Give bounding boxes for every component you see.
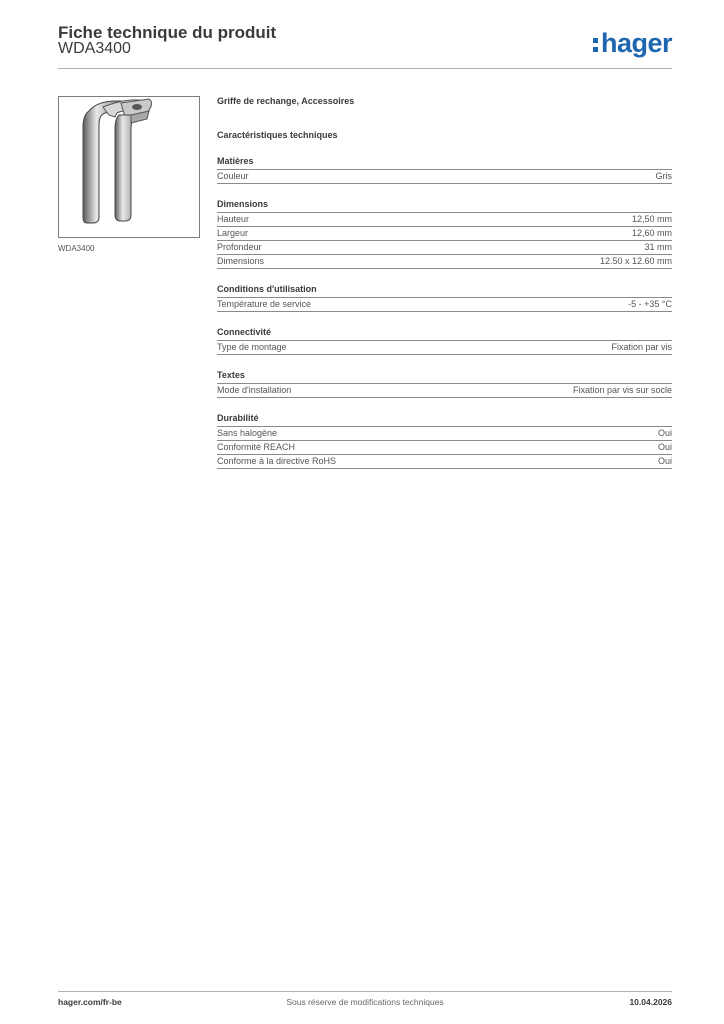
section-title: Conditions d'utilisation xyxy=(217,284,317,294)
spec-row xyxy=(217,227,672,241)
image-caption: WDA3400 xyxy=(58,244,95,253)
logo-dots-icon xyxy=(593,38,599,52)
spec-section xyxy=(217,370,672,398)
spec-row xyxy=(217,241,672,255)
spec-row xyxy=(217,255,672,269)
spec-label: Hauteur xyxy=(217,214,250,224)
spec-section xyxy=(217,284,672,312)
spec-label: Mode d'installation xyxy=(217,385,292,395)
header-divider xyxy=(58,68,672,69)
spec-value: 12.50 x 12.60 mm xyxy=(599,256,672,266)
footer-disclaimer: Sous réserve de modifications techniques xyxy=(286,997,444,1007)
product-image-frame xyxy=(58,96,200,238)
spec-row xyxy=(217,213,672,227)
spec-label: Conforme à la directive RoHS xyxy=(217,456,337,466)
logo-text: hager xyxy=(600,28,672,58)
spec-value: 12,50 mm xyxy=(631,214,672,224)
spec-row xyxy=(217,441,672,455)
spec-sections xyxy=(217,156,672,469)
spec-section xyxy=(217,199,672,269)
spec-section xyxy=(217,413,672,469)
spec-label: Largeur xyxy=(217,228,249,238)
footer-website[interactable]: hager.com/fr-be xyxy=(58,997,122,1007)
spec-value: Oui xyxy=(657,442,672,452)
spec-value: 31 mm xyxy=(644,242,672,252)
spec-value: Fixation par vis sur socle xyxy=(572,385,672,395)
section-title: Durabilité xyxy=(217,413,259,423)
spec-value: Oui xyxy=(657,456,672,466)
spec-row xyxy=(217,298,672,312)
spec-row xyxy=(217,427,672,441)
footer-divider xyxy=(58,991,672,992)
spring-clip-illustration xyxy=(59,97,199,237)
section-title: Textes xyxy=(217,370,245,380)
section-title: Matières xyxy=(217,156,254,166)
spec-label: Température de service xyxy=(217,299,312,309)
spec-label: Conformité REACH xyxy=(217,442,296,452)
spec-label: Profondeur xyxy=(217,242,262,252)
characteristics-heading: Caractéristiques techniques xyxy=(217,130,338,140)
spec-section xyxy=(217,327,672,355)
spec-label: Dimensions xyxy=(217,256,265,266)
page-footer xyxy=(58,997,672,1011)
page-header xyxy=(58,20,672,70)
hager-logo xyxy=(593,28,672,59)
product-description: Griffe de rechange, Accessoires xyxy=(217,96,355,106)
spec-section xyxy=(217,156,672,184)
spec-value: -5 - +35 °C xyxy=(628,299,672,309)
spec-label: Sans halogène xyxy=(217,428,278,438)
spec-label: Couleur xyxy=(217,171,249,181)
spec-row xyxy=(217,455,672,469)
spec-value: 12,60 mm xyxy=(631,228,672,238)
spec-value: Oui xyxy=(657,428,672,438)
spec-content xyxy=(217,96,672,469)
spec-row xyxy=(217,384,672,398)
spec-row xyxy=(217,341,672,355)
spec-value: Fixation par vis xyxy=(611,342,672,352)
section-title: Dimensions xyxy=(217,199,269,209)
page-title: Fiche technique du produit xyxy=(58,23,277,42)
spec-label: Type de montage xyxy=(217,342,287,352)
footer-date: 10.04.2026 xyxy=(629,997,672,1007)
product-reference: WDA3400 xyxy=(58,40,131,57)
spec-value: Gris xyxy=(655,171,672,181)
section-title: Connectivité xyxy=(217,327,272,337)
spec-row xyxy=(217,170,672,184)
